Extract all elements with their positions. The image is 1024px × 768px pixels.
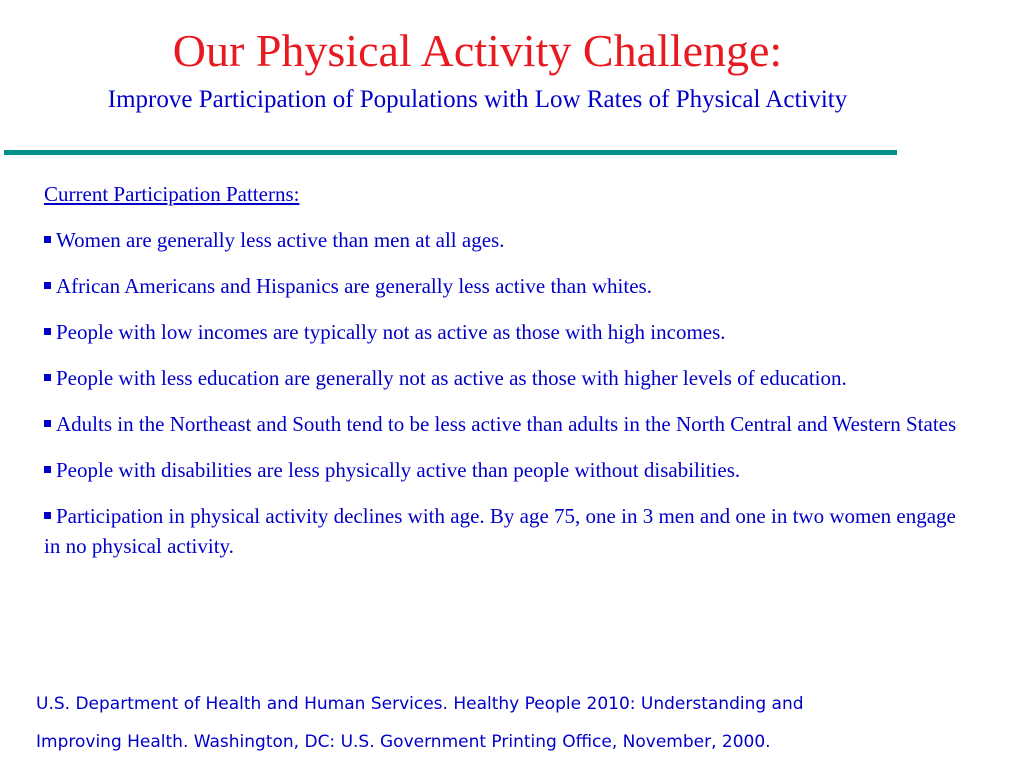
bullet-text: Participation in physical activity declines with age. By age 75, one in 3 men and one in two women engage in no physical activity. [44, 504, 956, 558]
bullet-text: African Americans and Hispanics are generally less active than whites. [56, 274, 652, 298]
citation-line-1: U.S. Department of Health and Human Services. Healthy People 2010: Understanding and [36, 694, 804, 714]
bullet-text: People with disabilities are less physically active than people without disabilities. [56, 458, 741, 482]
square-bullet-icon [44, 236, 51, 243]
square-bullet-icon [44, 466, 51, 473]
bullet-item [44, 409, 964, 439]
section-heading: Current Participation Patterns: [44, 182, 300, 206]
bullet-text: Adults in the Northeast and South tend to be less active than adults in the North Central and Western States [56, 412, 957, 436]
bullet-item [44, 317, 964, 347]
bullet-item [44, 455, 964, 485]
bullet-list [44, 225, 964, 561]
bullet-item [44, 271, 964, 301]
slide-subtitle: Improve Participation of Populations with Low Rates of Physical Activity [107, 86, 848, 113]
slide-title: Our Physical Activity Challenge: [172, 25, 783, 76]
bullet-text: People with less education are generally not as active as those with higher levels of education. [56, 366, 847, 390]
bullet-text: People with low incomes are typically not as active as those with high incomes. [56, 320, 726, 344]
square-bullet-icon [44, 420, 51, 427]
square-bullet-icon [44, 374, 51, 381]
bullet-text: Women are generally less active than men at all ages. [56, 228, 505, 252]
square-bullet-icon [44, 282, 51, 289]
square-bullet-icon [44, 328, 51, 335]
source-citation [36, 685, 996, 761]
square-bullet-icon [44, 512, 51, 519]
bullet-item [44, 363, 964, 393]
bullet-item [44, 225, 964, 255]
citation-line-2: Improving Health. Washington, DC: U.S. Government Printing Office, November, 2000. [36, 732, 771, 752]
title-divider [4, 150, 897, 155]
bullet-item [44, 501, 964, 561]
slide-body [44, 179, 964, 577]
